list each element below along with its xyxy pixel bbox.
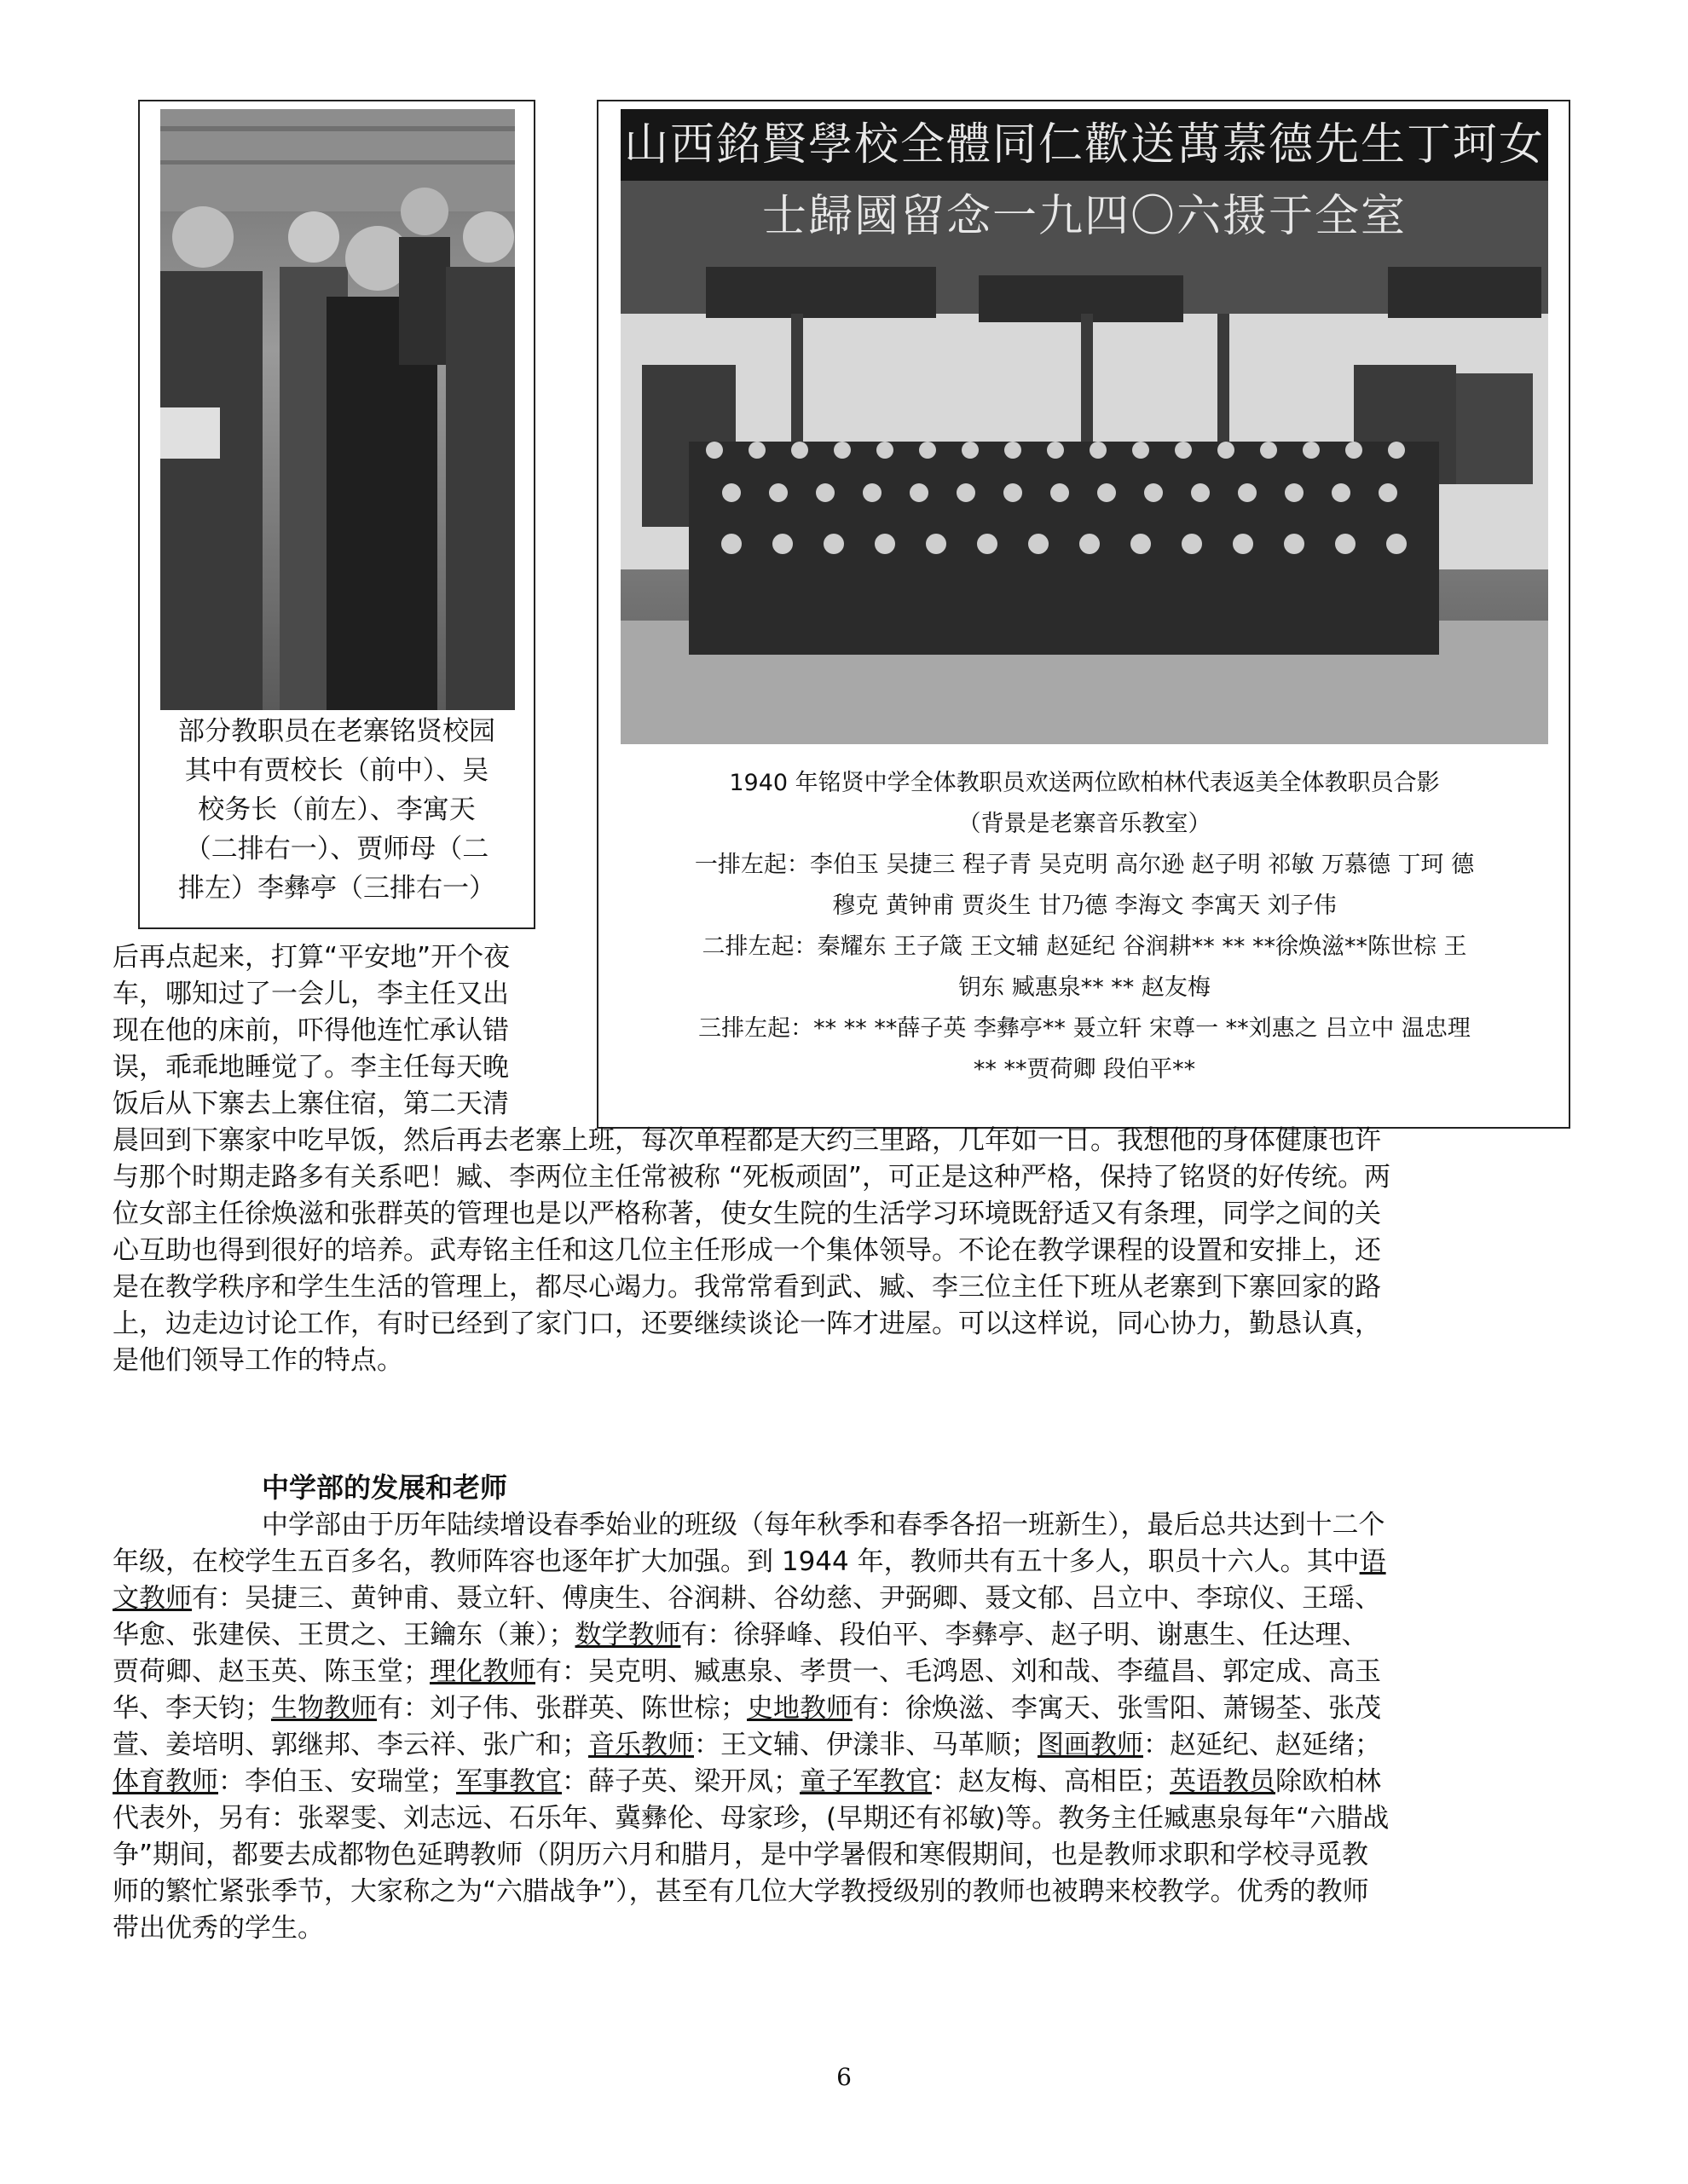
text-line: 上，边走边讨论工作，有时已经到了家门口，还要继续谈论一阵才进屋。可以这样说，同心协力，勤恳认真， [113, 1309, 1381, 1339]
right-caption-line: 1940 年铭贤中学全体教职员欢送两位欧柏林代表返美全体教职员合影 [729, 770, 1440, 796]
left-caption-line: 校务长（前左）、李寓天 [198, 794, 476, 825]
text-line: 饭后从下寨去上寨住宿，第二天清 [113, 1089, 509, 1119]
page-number: 6 [836, 2063, 852, 2091]
text-line: 与那个时期走路多有关系吧！臧、李两位主任常被称 “死板顽固”，可正是这种严格，保持了铭贤的好传统。两 [113, 1162, 1390, 1193]
text-line: 车，哪知过了一会儿，李主任又出 [113, 979, 509, 1009]
wrap-paragraph [113, 939, 573, 1123]
text-line: 带出优秀的学生。 [113, 1913, 324, 1944]
right-caption-line: 二排左起：秦耀东 王子箴 王文辅 赵延纪 谷润耕** ** **徐焕滋**陈世棕 王 [702, 933, 1467, 960]
photo-banner: 山西銘賢學校全體同仁歡送萬慕德先生丁珂女士歸國留念一九四〇六摄于全室 [621, 109, 1548, 181]
text-line: 贾荷卿、赵玉英、陈玉堂；理化教师有：吴克明、臧惠泉、孝贯一、毛鸿恩、刘和哉、李蕴昌、郭定成、高玉 [113, 1656, 1381, 1687]
text-line: 年级，在校学生五百多名，教师阵容也逐年扩大加强。到 1944 年，教师共有五十多人，职员十六人。其中语 [113, 1546, 1386, 1577]
right-caption-line: 穆克 黄钟甫 贾炎生 甘乃德 李海文 李寓天 刘子伟 [832, 893, 1337, 919]
text-line: 后再点起来，打算“平安地”开个夜 [113, 942, 511, 973]
text-line: 误，乖乖地睡觉了。李主任每天晚 [113, 1052, 509, 1083]
text-line: 晨回到下寨家中吃早饭，然后再去老寨上班，每次单程都是大约三里路，几年如一日。我想他的身体健康也许 [113, 1125, 1381, 1156]
left-photo-figures [160, 109, 515, 710]
left-caption-line: （二排右一）、贾师母（二 [184, 834, 489, 864]
text-line: 师的繁忙紧张季节，大家称之为“六腊战争”），甚至有几位大学教授级别的教师也被聘来校教学。优秀的教师 [113, 1876, 1369, 1907]
section-heading: 中学部的发展和老师 [262, 1471, 508, 1504]
right-caption-line: 三排左起：** ** **薛子英 李彝亭** 聂立轩 宋尊一 **刘惠之 吕立中 温忠理 [698, 1015, 1471, 1042]
right-caption-line: 一排左起：李伯玉 吴捷三 程子青 吴克明 高尔逊 赵子明 祁敏 万慕德 丁珂 德 [694, 852, 1475, 878]
right-caption-line: 钥东 臧惠泉** ** 赵友梅 [958, 974, 1211, 1001]
right-caption-line: （背景是老寨音乐教室） [957, 811, 1211, 837]
text-line: 萱、姜培明、郭继邦、李云祥、张广和；音乐教师：王文辅、伊漾非、马革顺；图画教师：赵延纪、赵延绪； [113, 1730, 1381, 1760]
text-line: 现在他的床前，吓得他连忙承认错 [113, 1015, 509, 1046]
text-line: 代表外，另有：张翠雯、刘志远、石乐年、冀彝伦、母家珍，(早期还有祁敏)等。教务主任臧惠泉每年“六腊战 [113, 1803, 1390, 1834]
text-line: 位女部主任徐焕滋和张群英的管理也是以严格称著，使女生院的生活学习环境既舒适又有条理，同学之间的关 [113, 1199, 1381, 1229]
section-paragraph [113, 1507, 1579, 1947]
left-photo [160, 109, 515, 710]
left-photo-caption [149, 712, 524, 908]
paragraph-1 [113, 1123, 1579, 1379]
right-caption-line: ** **贾荷卿 段伯平** [973, 1056, 1196, 1083]
text-line: 体育教师：李伯玉、安瑞堂；军事教官：薛子英、梁开凤；童子军教官：赵友梅、高相臣；英语教员除欧柏林 [113, 1766, 1381, 1797]
text-line: 心互助也得到很好的培养。武寿铭主任和这几位主任形成一个集体领导。不论在教学课程的设置和安排上，还 [113, 1235, 1381, 1266]
text-line: 争”期间，都要去成都物色延聘教师（阴历六月和腊月，是中学暑假和寒假期间，也是教师求职和学校寻觅教 [113, 1840, 1369, 1870]
text-line: 是他们领导工作的特点。 [113, 1345, 403, 1376]
text-line: 华、李天钧；生物教师有：刘子伟、张群英、陈世棕；史地教师有：徐焕滋、李寓天、张雪阳、萧锡荃、张茂 [113, 1693, 1381, 1724]
left-caption-line: 其中有贾校长（前中）、吴 [184, 755, 489, 786]
text-line: 中学部由于历年陆续增设春季始业的班级（每年秋季和春季各招一班新生），最后总共达到十二个 [262, 1510, 1385, 1540]
text-line: 文教师有：吴捷三、黄钟甫、聂立轩、傅庚生、谷润耕、谷幼慈、尹弼卿、聂文郁、吕立中、李琼仪、王瑶、 [113, 1583, 1381, 1614]
left-caption-line: 部分教职员在老寨铭贤校园 [178, 716, 495, 747]
left-caption-line: 排左）李彝亭（三排右一） [178, 873, 495, 904]
text-line: 华愈、张建侯、王贯之、王鑰东（兼）；数学教师有：徐驿峰、段伯平、李彝亭、赵子明、谢惠生、任达理、 [113, 1620, 1368, 1650]
right-photo-caption [607, 763, 1562, 1090]
text-line: 是在教学秩序和学生生活的管理上，都尽心竭力。我常常看到武、臧、李三位主任下班从老寨到下寨回家的路 [113, 1272, 1381, 1303]
